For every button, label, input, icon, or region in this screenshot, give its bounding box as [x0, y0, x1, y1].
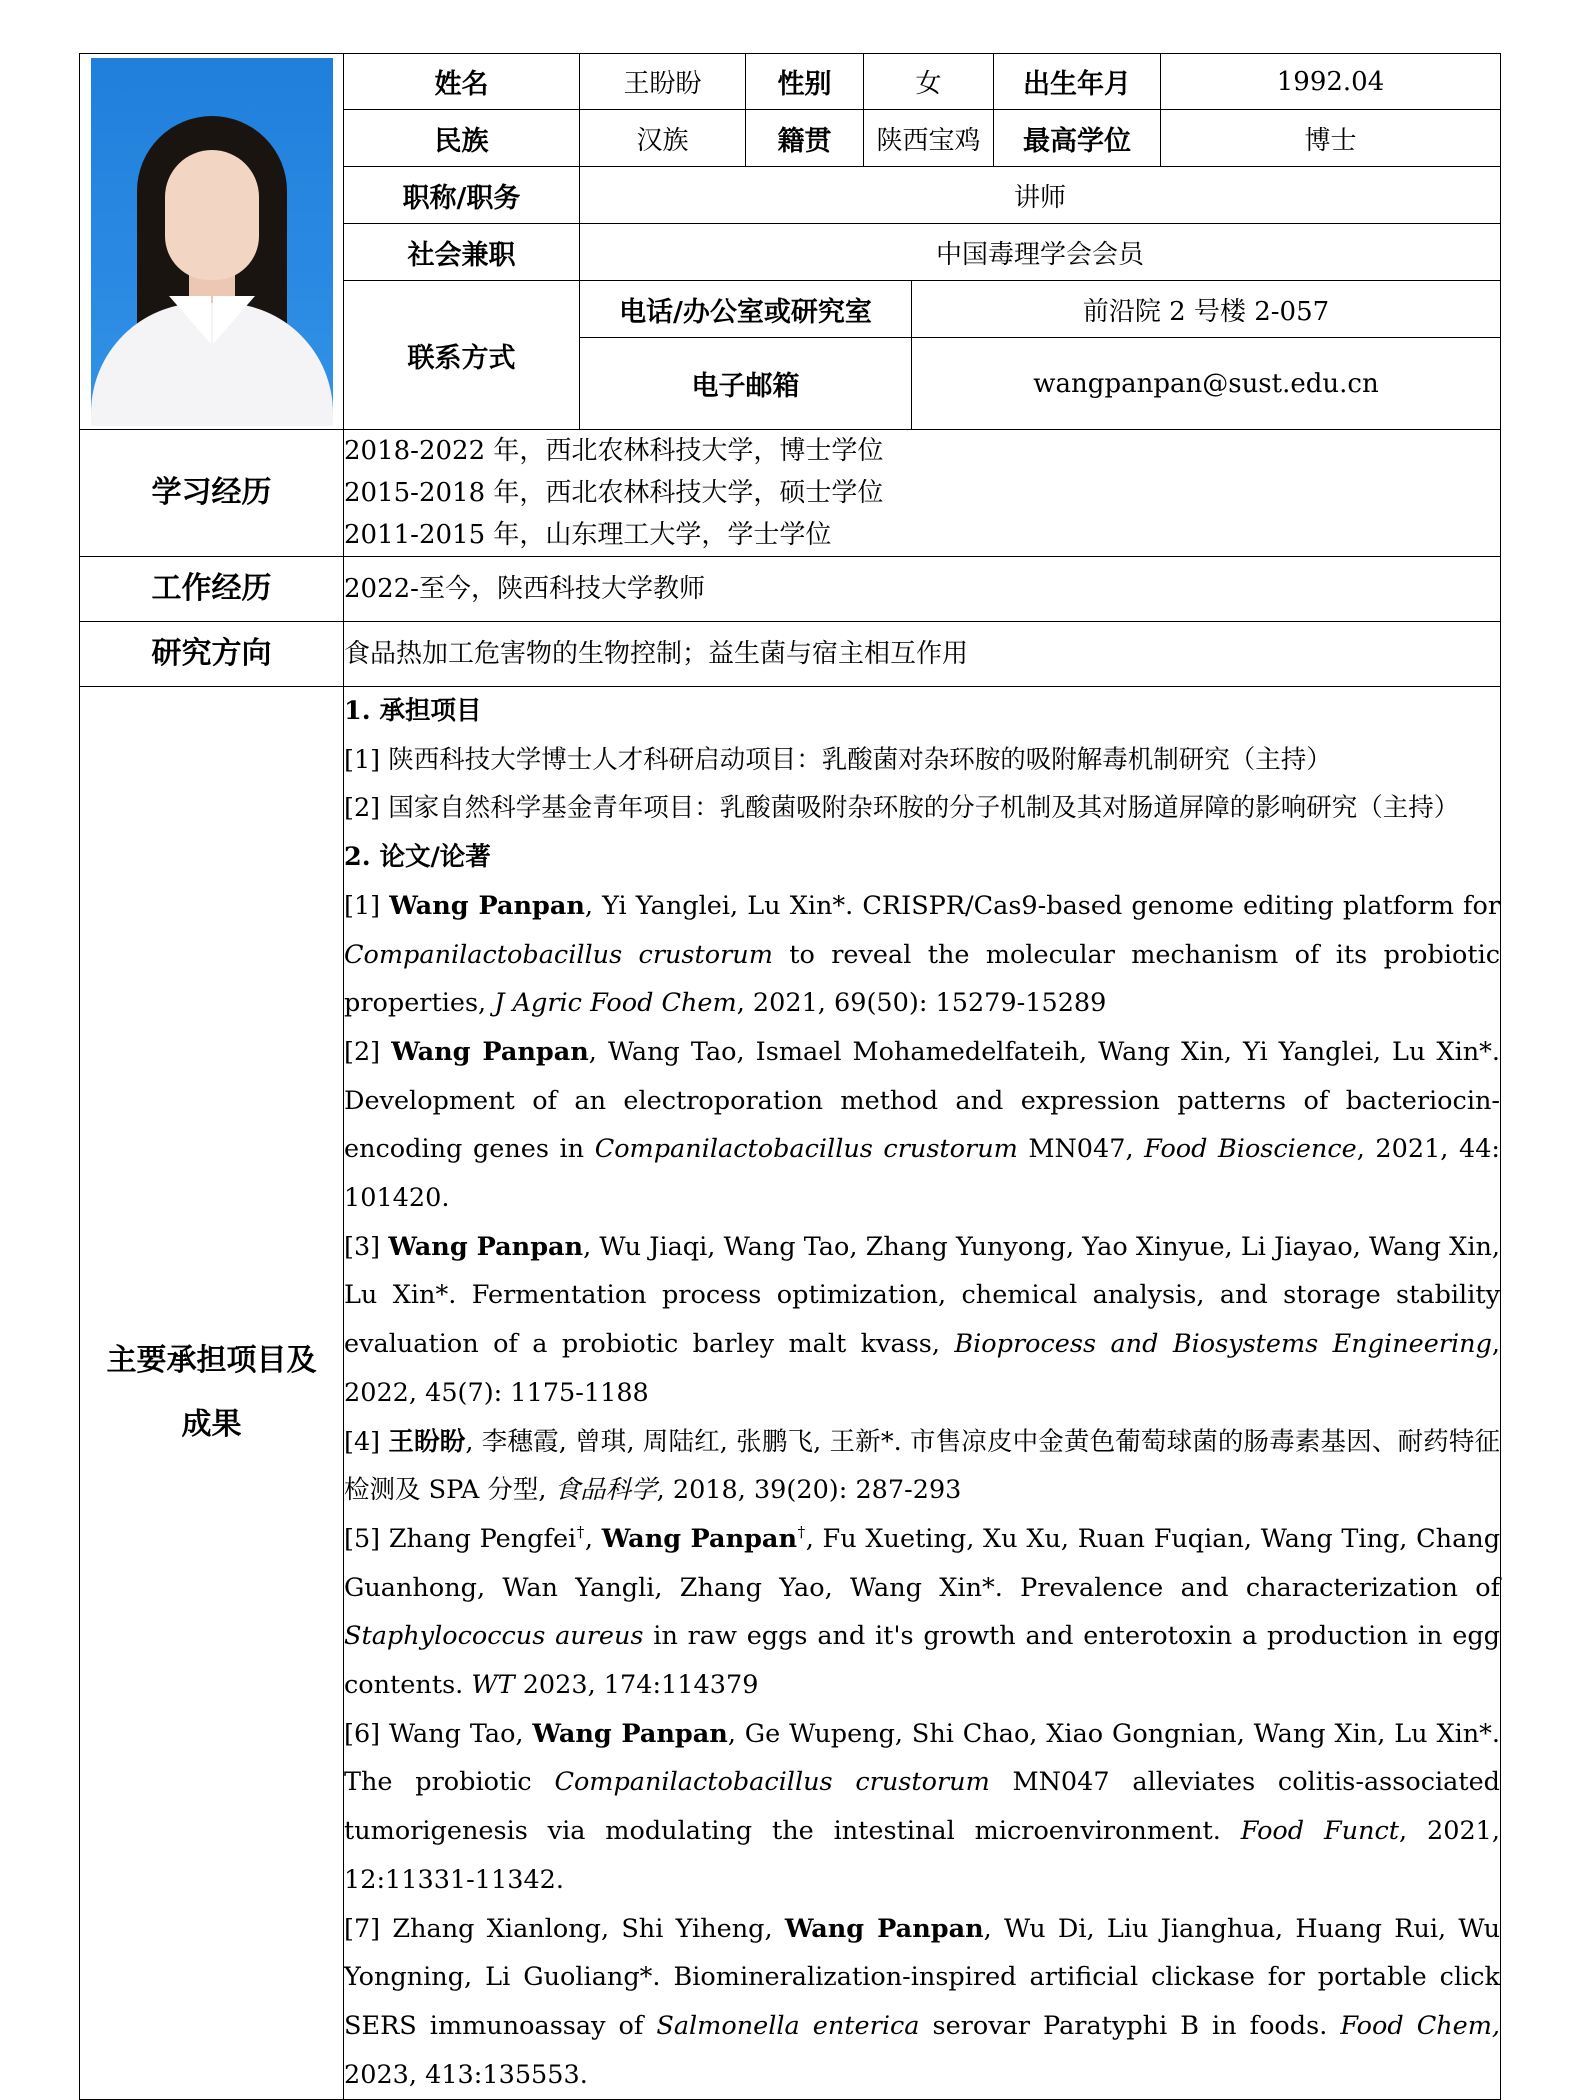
research-label: 研究方向	[80, 622, 344, 687]
achievements-label-line: 主要承担项目及	[106, 1343, 317, 1379]
title-label: 职称/职务	[344, 167, 580, 224]
contact-label: 联系方式	[344, 281, 580, 430]
degree-label: 最高学位	[994, 110, 1161, 167]
name-value: 王盼盼	[580, 54, 746, 110]
birth-value: 1992.04	[1161, 54, 1501, 110]
ethnicity-value: 汉族	[580, 110, 746, 167]
paper-item: [4] 王盼盼, 李穗霞, 曾琪, 周陆红, 张鹏飞, 王新*. 市售凉皮中金黄色葡萄球菌的肠毒素基因、耐药特征检测及 SPA 分型, 食品科学, 2018, 39(20): 287-293	[344, 1426, 1501, 1506]
title-value: 讲师	[580, 167, 1501, 224]
social-label: 社会兼职	[344, 224, 580, 281]
education-item: 2018-2022 年，西北农林科技大学，博士学位	[344, 436, 884, 466]
project-item: [2] 国家自然科学基金青年项目：乳酸菌吸附杂环胺的分子机制及其对肠道屏障的影响研究（主持）	[344, 793, 1460, 824]
origin-label: 籍贯	[746, 110, 864, 167]
work-label: 工作经历	[80, 557, 344, 622]
paper-item: [6] Wang Tao, Wang Panpan, Ge Wupeng, Shi Chao, Xiao Gongnian, Wang Xin, Lu Xin*. The probiotic Companilactobacillus crustorum MN047 alleviates colitis-associated tumorigenesis via modulating the intestinal microenvironment. Food Funct, 2021, 12:11331-11342.	[344, 1718, 1501, 1895]
birth-label: 出生年月	[994, 54, 1161, 110]
work-value: 2022-至今，陕西科技大学教师	[344, 557, 1501, 622]
education-list	[344, 430, 1501, 557]
achievements-label-line: 成果	[181, 1407, 242, 1443]
paper-item: [3] Wang Panpan, Wu Jiaqi, Wang Tao, Zhang Yunyong, Yao Xinyue, Li Jiayao, Wang Xin, Lu Xin*. Fermentation process optimization, chemical analysis, and storage stability evaluation of a probiotic barley malt kvass, Bioprocess and Biosystems Engineering, 2022, 45(7): 1175-1188	[344, 1231, 1501, 1408]
gender-value: 女	[864, 54, 994, 110]
paper-item: [5] Zhang Pengfei†, Wang Panpan†, Fu Xueting, Xu Xu, Ruan Fuqian, Wang Ting, Chang Guanhong, Wan Yangli, Zhang Yao, Wang Xin*. Prevalence and characterization of Staphylococcus aureus in raw eggs and it's growth and enterotoxin a production in egg contents. WT 2023, 174:114379	[344, 1522, 1501, 1701]
paper-item: [7] Zhang Xianlong, Shi Yiheng, Wang Panpan, Wu Di, Liu Jianghua, Huang Rui, Wu Yongning, Li Guoliang*. Biomineralization-inspired artificial clickase for portable click SERS immunoassay of Salmonella enterica serovar Paratyphi B in foods. Food Chem, 2023, 413:135553.	[344, 1913, 1501, 2090]
education-item: 2015-2018 年，西北农林科技大学，硕士学位	[344, 478, 884, 508]
name-label: 姓名	[344, 54, 580, 110]
ethnicity-label: 民族	[344, 110, 580, 167]
email-label: 电子邮箱	[580, 338, 912, 430]
education-item: 2011-2015 年，山东理工大学，学士学位	[344, 520, 832, 550]
papers-heading: 2. 论文/论著	[344, 842, 491, 873]
photo-cell	[80, 54, 344, 430]
phone-office-label: 电话/办公室或研究室	[580, 281, 912, 338]
paper-item: [2] Wang Panpan, Wang Tao, Ismael Mohamedelfateih, Wang Xin, Yi Yanglei, Lu Xin*. Development of an electroporation method and expression patterns of bacteriocin-encoding genes in Companilactobacillus crustorum MN047, Food Bioscience, 2021, 44: 101420.	[344, 1036, 1501, 1214]
origin-value: 陕西宝鸡	[864, 110, 994, 167]
phone-office-value: 前沿院 2 号楼 2-057	[912, 281, 1501, 338]
project-item: [1] 陕西科技大学博士人才科研启动项目：乳酸菌对杂环胺的吸附解毒机制研究（主持）	[344, 744, 1332, 775]
achievements-label	[80, 687, 344, 2100]
social-value: 中国毒理学会会员	[580, 224, 1501, 281]
projects-heading: 1. 承担项目	[344, 696, 482, 726]
profile-photo	[91, 58, 333, 426]
education-label: 学习经历	[80, 430, 344, 557]
paper-item: [1] Wang Panpan, Yi Yanglei, Lu Xin*. CRISPR/Cas9-based genome editing platform for Companilactobacillus crustorum to reveal the molecular mechanism of its probiotic properties, J Agric Food Chem, 2021, 69(50): 15279-15289	[344, 890, 1501, 1019]
gender-label: 性别	[746, 54, 864, 110]
email-value: wangpanpan@sust.edu.cn	[912, 338, 1501, 430]
research-value: 食品热加工危害物的生物控制；益生菌与宿主相互作用	[344, 622, 1501, 687]
resume-sheet	[79, 53, 1500, 2100]
achievements-content	[344, 687, 1501, 2100]
degree-value: 博士	[1161, 110, 1501, 167]
resume-table	[79, 53, 1501, 2100]
